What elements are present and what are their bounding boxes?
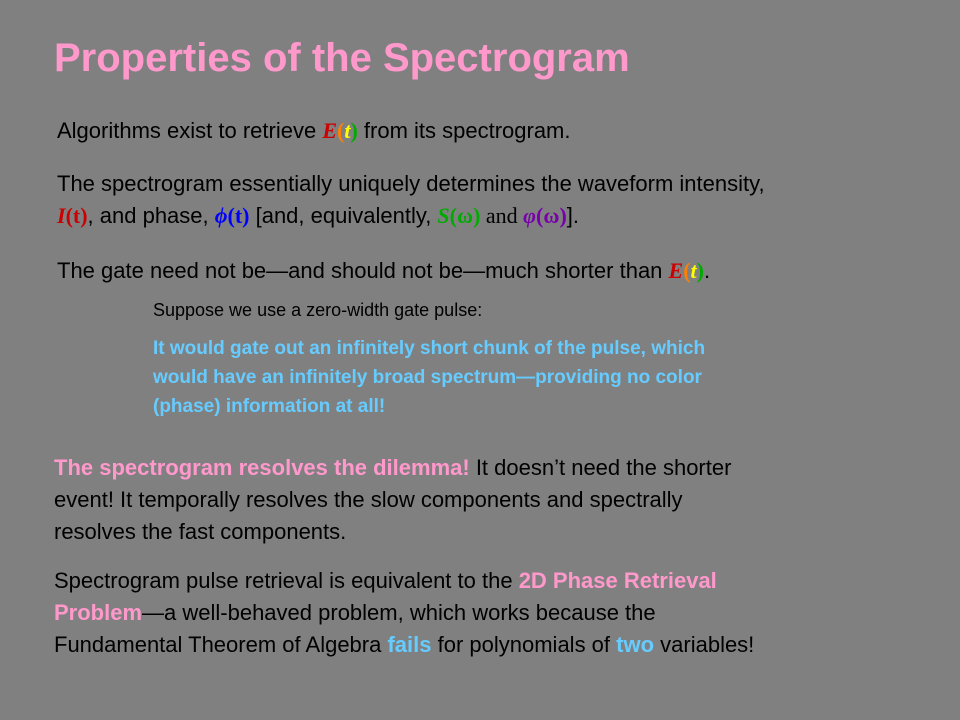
text: for polynomials of — [431, 632, 617, 657]
text: ]. — [566, 203, 580, 228]
text: Spectrogram pulse retrieval is equivalent to the — [54, 568, 519, 593]
paragraph-algorithms — [57, 115, 571, 147]
symbol-t: t — [344, 118, 351, 143]
text: The spectrogram essentially uniquely determines the waveform intensity, — [57, 171, 765, 196]
symbol-paren: ( — [337, 118, 345, 143]
text: The gate need not be—and should not be—much shorter than — [57, 258, 669, 283]
symbol-I: I — [57, 203, 66, 228]
text: event! It temporally resolves the slow components and spectrally — [54, 487, 683, 512]
text: [and, equivalently, — [249, 203, 438, 228]
symbol-E: E — [668, 258, 684, 283]
symbol-paren: ( — [683, 258, 691, 283]
paragraph-uniqueness — [57, 168, 765, 232]
symbol-paren: ) — [350, 118, 358, 143]
text: Algorithms exist to retrieve — [57, 118, 323, 143]
symbol-S: S — [437, 203, 450, 228]
symbol-S-arg: (ω) — [449, 203, 481, 228]
symbol-E: E — [322, 118, 337, 143]
text: . — [704, 258, 711, 283]
text: It would gate out an infinitely short chunk of the pulse, which — [153, 338, 706, 359]
text: (phase) information at all! — [153, 396, 386, 417]
symbol-phi-arg: (t) — [227, 203, 250, 228]
symbol-I-arg: (t) — [65, 203, 88, 228]
text: It doesn’t need the shorter — [469, 455, 732, 480]
subpoint-explanation — [153, 334, 705, 421]
highlight-text: Problem — [54, 600, 143, 625]
highlight-two: two — [616, 632, 655, 657]
symbol-varphi-arg: (ω) — [536, 203, 567, 228]
symbol-varphi: φ — [523, 203, 537, 228]
paragraph-resolves — [54, 452, 731, 548]
highlight-text: 2D Phase Retrieval — [518, 568, 717, 593]
subpoint-suppose: Suppose we use a zero-width gate pulse: — [153, 300, 483, 320]
text: would have an infinitely broad spectrum—providing no color — [153, 367, 702, 388]
text-and: and — [480, 203, 524, 228]
paragraph-phase-retrieval — [54, 565, 754, 661]
text: resolves the fast components. — [54, 519, 347, 544]
text: variables! — [654, 632, 755, 657]
text: Fundamental Theorem of Algebra — [54, 632, 388, 657]
text: from its spectrogram. — [357, 118, 571, 143]
highlight-text: The spectrogram resolves the dilemma! — [54, 455, 470, 480]
paragraph-gate — [57, 255, 710, 287]
symbol-t: t — [690, 258, 697, 283]
text: , and phase, — [87, 203, 215, 228]
symbol-paren: ) — [696, 258, 704, 283]
slide-title: Properties of the Spectrogram — [54, 36, 630, 80]
highlight-fails: fails — [387, 632, 432, 657]
symbol-phi: ϕ — [214, 203, 228, 228]
text: —a well-behaved problem, which works because the — [142, 600, 656, 625]
